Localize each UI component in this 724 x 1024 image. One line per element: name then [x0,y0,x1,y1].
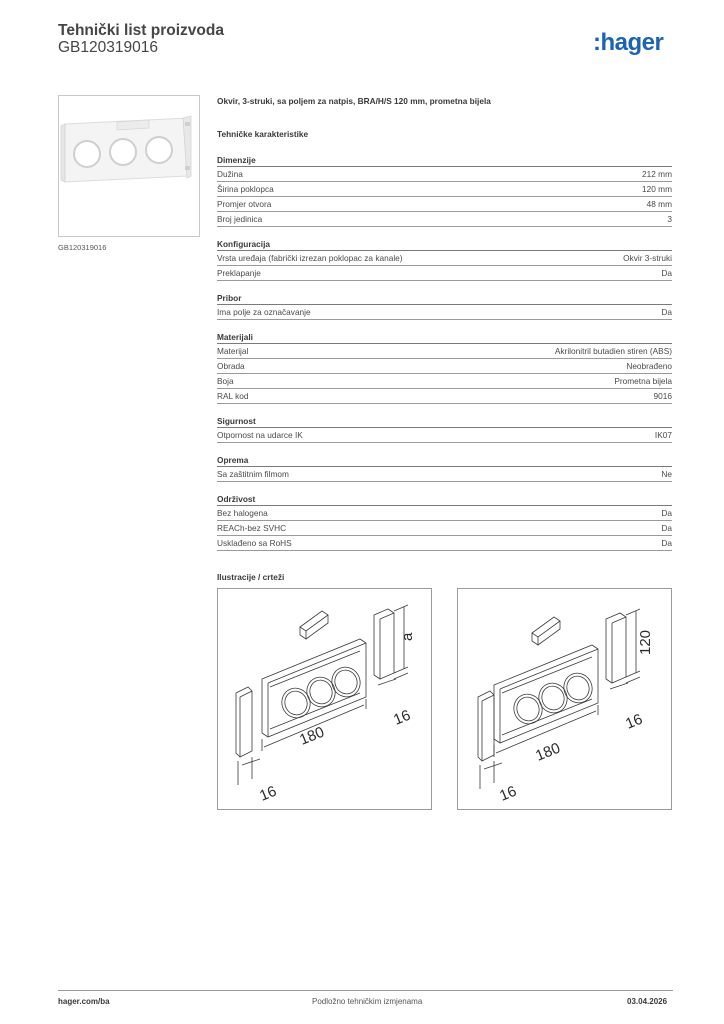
spec-value: 48 mm [646,198,672,209]
spec-label: Ima polje za označavanje [217,306,311,317]
dim-label-width: 180 [533,739,563,765]
dim-label-depth-top: 16 [391,706,413,729]
section-dimenzije [217,153,672,227]
spec-label: Otpornost na udarce IK [217,429,303,440]
spec-value: Ne [661,468,672,479]
spec-label: REACh-bez SVHC [217,522,287,533]
spec-label: Boja [217,375,234,386]
section-title: Dimenzije [217,153,672,167]
section-title: Pribor [217,291,672,305]
technical-drawing-left [217,588,432,810]
spec-label: Usklađeno sa RoHS [217,537,292,548]
spec-label: Sa zaštitnim filmom [217,468,289,479]
spec-row [217,467,672,482]
spec-value: Da [661,507,672,518]
section-title: Materijali [217,330,672,344]
product-photo [58,95,200,237]
spec-label: Vrsta uređaja (fabrički izrezan poklopac za kanale) [217,252,403,263]
footer-site-link[interactable]: hager.com/ba [58,997,110,1006]
spec-row [217,212,672,227]
spec-row [217,251,672,266]
footer-date: 03.04.2026 [627,997,668,1006]
dim-label-height: a [399,632,416,641]
spec-row [217,536,672,551]
dim-label-width: 180 [297,723,327,749]
spec-value: 120 mm [642,183,672,194]
spec-row [217,197,672,212]
section-materijali [217,330,672,404]
spec-value: Prometna bijela [614,375,672,386]
product-code: GB120319016 [58,39,158,56]
dim-label-height: 120 [637,629,654,655]
spec-value: 212 mm [642,168,672,179]
section-title: Sigurnost [217,414,672,428]
spec-row [217,182,672,197]
spec-row [217,167,672,182]
spec-row [217,359,672,374]
spec-row [217,266,672,281]
spec-row [217,428,672,443]
section-title: Održivost [217,492,672,506]
dim-label-depth-bottom: 16 [257,782,279,805]
spec-label: Dužina [217,168,243,179]
tech-characteristics-title: Tehničke karakteristike [217,129,309,139]
spec-row [217,374,672,389]
spec-row [217,344,672,359]
spec-value: Da [661,537,672,548]
spec-value: Da [661,306,672,317]
section-odrzivost [217,492,672,551]
section-oprema [217,453,672,482]
dim-label-depth-bottom: 16 [497,782,519,805]
spec-label: Preklapanje [217,267,261,278]
section-konfiguracija [217,237,672,281]
section-title: Oprema [217,453,672,467]
spec-table [217,153,672,551]
section-pribor [217,291,672,320]
photo-caption: GB120319016 [58,243,107,252]
hager-logo-text: :hager [593,29,664,56]
spec-row [217,521,672,536]
spec-value: Akrilonitril butadien stiren (ABS) [554,345,672,356]
section-title: Konfiguracija [217,237,672,251]
product-photo-image [59,96,199,236]
spec-value: Da [661,267,672,278]
footer-note: Podložno tehničkim izmjenama [312,997,423,1006]
spec-label: Širina poklopca [217,183,274,194]
product-description: Okvir, 3-struki, sa poljem za natpis, BRA/H/S 120 mm, prometna bijela [217,96,491,106]
spec-value: Da [661,522,672,533]
illustrations-title: Ilustracije / crteži [217,572,285,582]
spec-label: Materijal [217,345,249,356]
document-title: Tehnički list proizvoda [58,22,224,39]
spec-row [217,506,672,521]
spec-value: 3 [667,213,672,224]
spec-value: Okvir 3-struki [623,252,672,263]
technical-drawing-left-svg [218,589,431,809]
spec-row [217,305,672,320]
footer-divider [58,990,673,991]
technical-drawing-right [457,588,672,810]
spec-label: Promjer otvora [217,198,272,209]
hager-logo [593,28,673,58]
spec-row [217,389,672,404]
section-sigurnost [217,414,672,443]
spec-label: RAL kod [217,390,249,401]
spec-value: 9016 [653,390,672,401]
spec-value: IK07 [654,429,672,440]
spec-label: Obrada [217,360,245,371]
spec-label: Broj jedinica [217,213,263,224]
dim-label-depth-top: 16 [623,710,645,733]
spec-value: Neobrađeno [626,360,672,371]
spec-label: Bez halogena [217,507,268,518]
technical-drawing-right-svg [458,589,671,809]
